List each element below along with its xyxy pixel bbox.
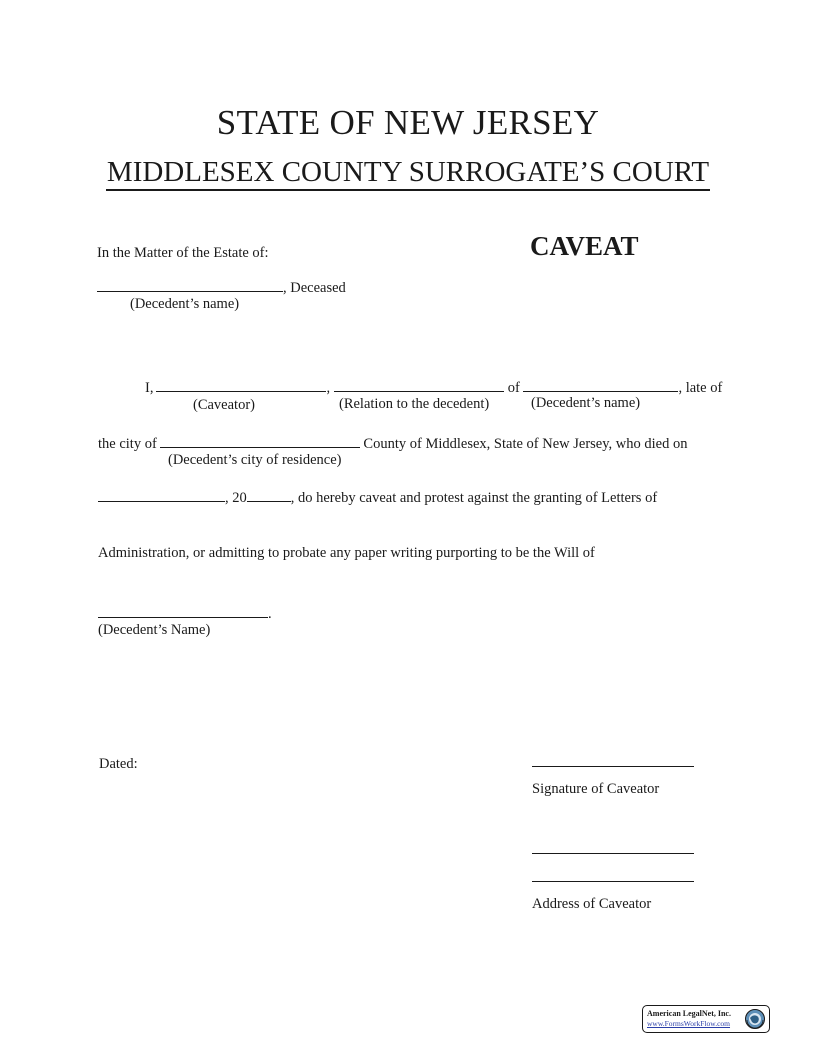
- matter-label: In the Matter of the Estate of:: [97, 245, 269, 261]
- publisher-name: American LegalNet, Inc.: [647, 1009, 731, 1018]
- address-line-1[interactable]: [532, 853, 694, 854]
- i-label: I,: [145, 380, 154, 396]
- decedent-name-blank-3[interactable]: [98, 603, 268, 618]
- deceased-label: , Deceased: [283, 280, 346, 296]
- city-blank[interactable]: [160, 433, 360, 448]
- address-line-2[interactable]: [532, 881, 694, 882]
- signature-caption: Signature of Caveator: [532, 781, 660, 797]
- court-name-text: MIDDLESEX COUNTY SURROGATE’S COURT: [106, 156, 710, 191]
- deceased-row: [97, 277, 346, 297]
- decedent-name-caption: (Decedent’s name): [130, 296, 240, 312]
- dated-label: Dated:: [99, 756, 138, 772]
- county-text: County of Middlesex, State of New Jersey, who died on: [363, 436, 688, 452]
- year-blank[interactable]: [247, 487, 291, 502]
- death-date-blank[interactable]: [98, 487, 225, 502]
- city-of-label: the city of: [98, 436, 157, 452]
- caveat-title: CAVEAT: [530, 231, 639, 261]
- city-row: [98, 433, 687, 453]
- comma: ,: [326, 380, 331, 396]
- caveator-caption: (Caveator): [193, 397, 255, 413]
- late-of-label: , late of: [678, 380, 723, 396]
- protest-text: , do hereby caveat and protest against the granting of Letters of: [290, 490, 658, 506]
- period: .: [268, 606, 272, 622]
- globe-icon: [744, 1008, 766, 1030]
- page-title: STATE OF NEW JERSEY: [216, 103, 600, 142]
- decedent-name-caption-3: (Decedent’s Name): [98, 622, 211, 638]
- caveator-blank[interactable]: [156, 377, 326, 392]
- publisher-website[interactable]: www.FormsWorkFlow.com: [647, 1019, 731, 1028]
- city-caption: (Decedent’s city of residence): [168, 452, 342, 468]
- decedent-name-caption-2: (Decedent’s name): [531, 395, 641, 411]
- will-decedent-row: [98, 603, 272, 623]
- decedent-name-blank[interactable]: [97, 277, 283, 292]
- signature-line[interactable]: [532, 766, 694, 767]
- administration-text: Administration, or admitting to probate any paper writing purporting to be the Will of: [98, 545, 595, 561]
- caveator-row: [145, 377, 722, 397]
- of-label: of: [507, 380, 520, 396]
- court-name: [0, 156, 816, 189]
- year-prefix: , 20: [225, 490, 247, 506]
- death-date-row: [98, 487, 657, 507]
- decedent-name-blank-2[interactable]: [523, 377, 678, 392]
- publisher-badge[interactable]: [642, 1005, 770, 1033]
- address-caption: Address of Caveator: [532, 896, 652, 912]
- relation-blank[interactable]: [334, 377, 504, 392]
- relation-caption: (Relation to the decedent): [339, 396, 490, 412]
